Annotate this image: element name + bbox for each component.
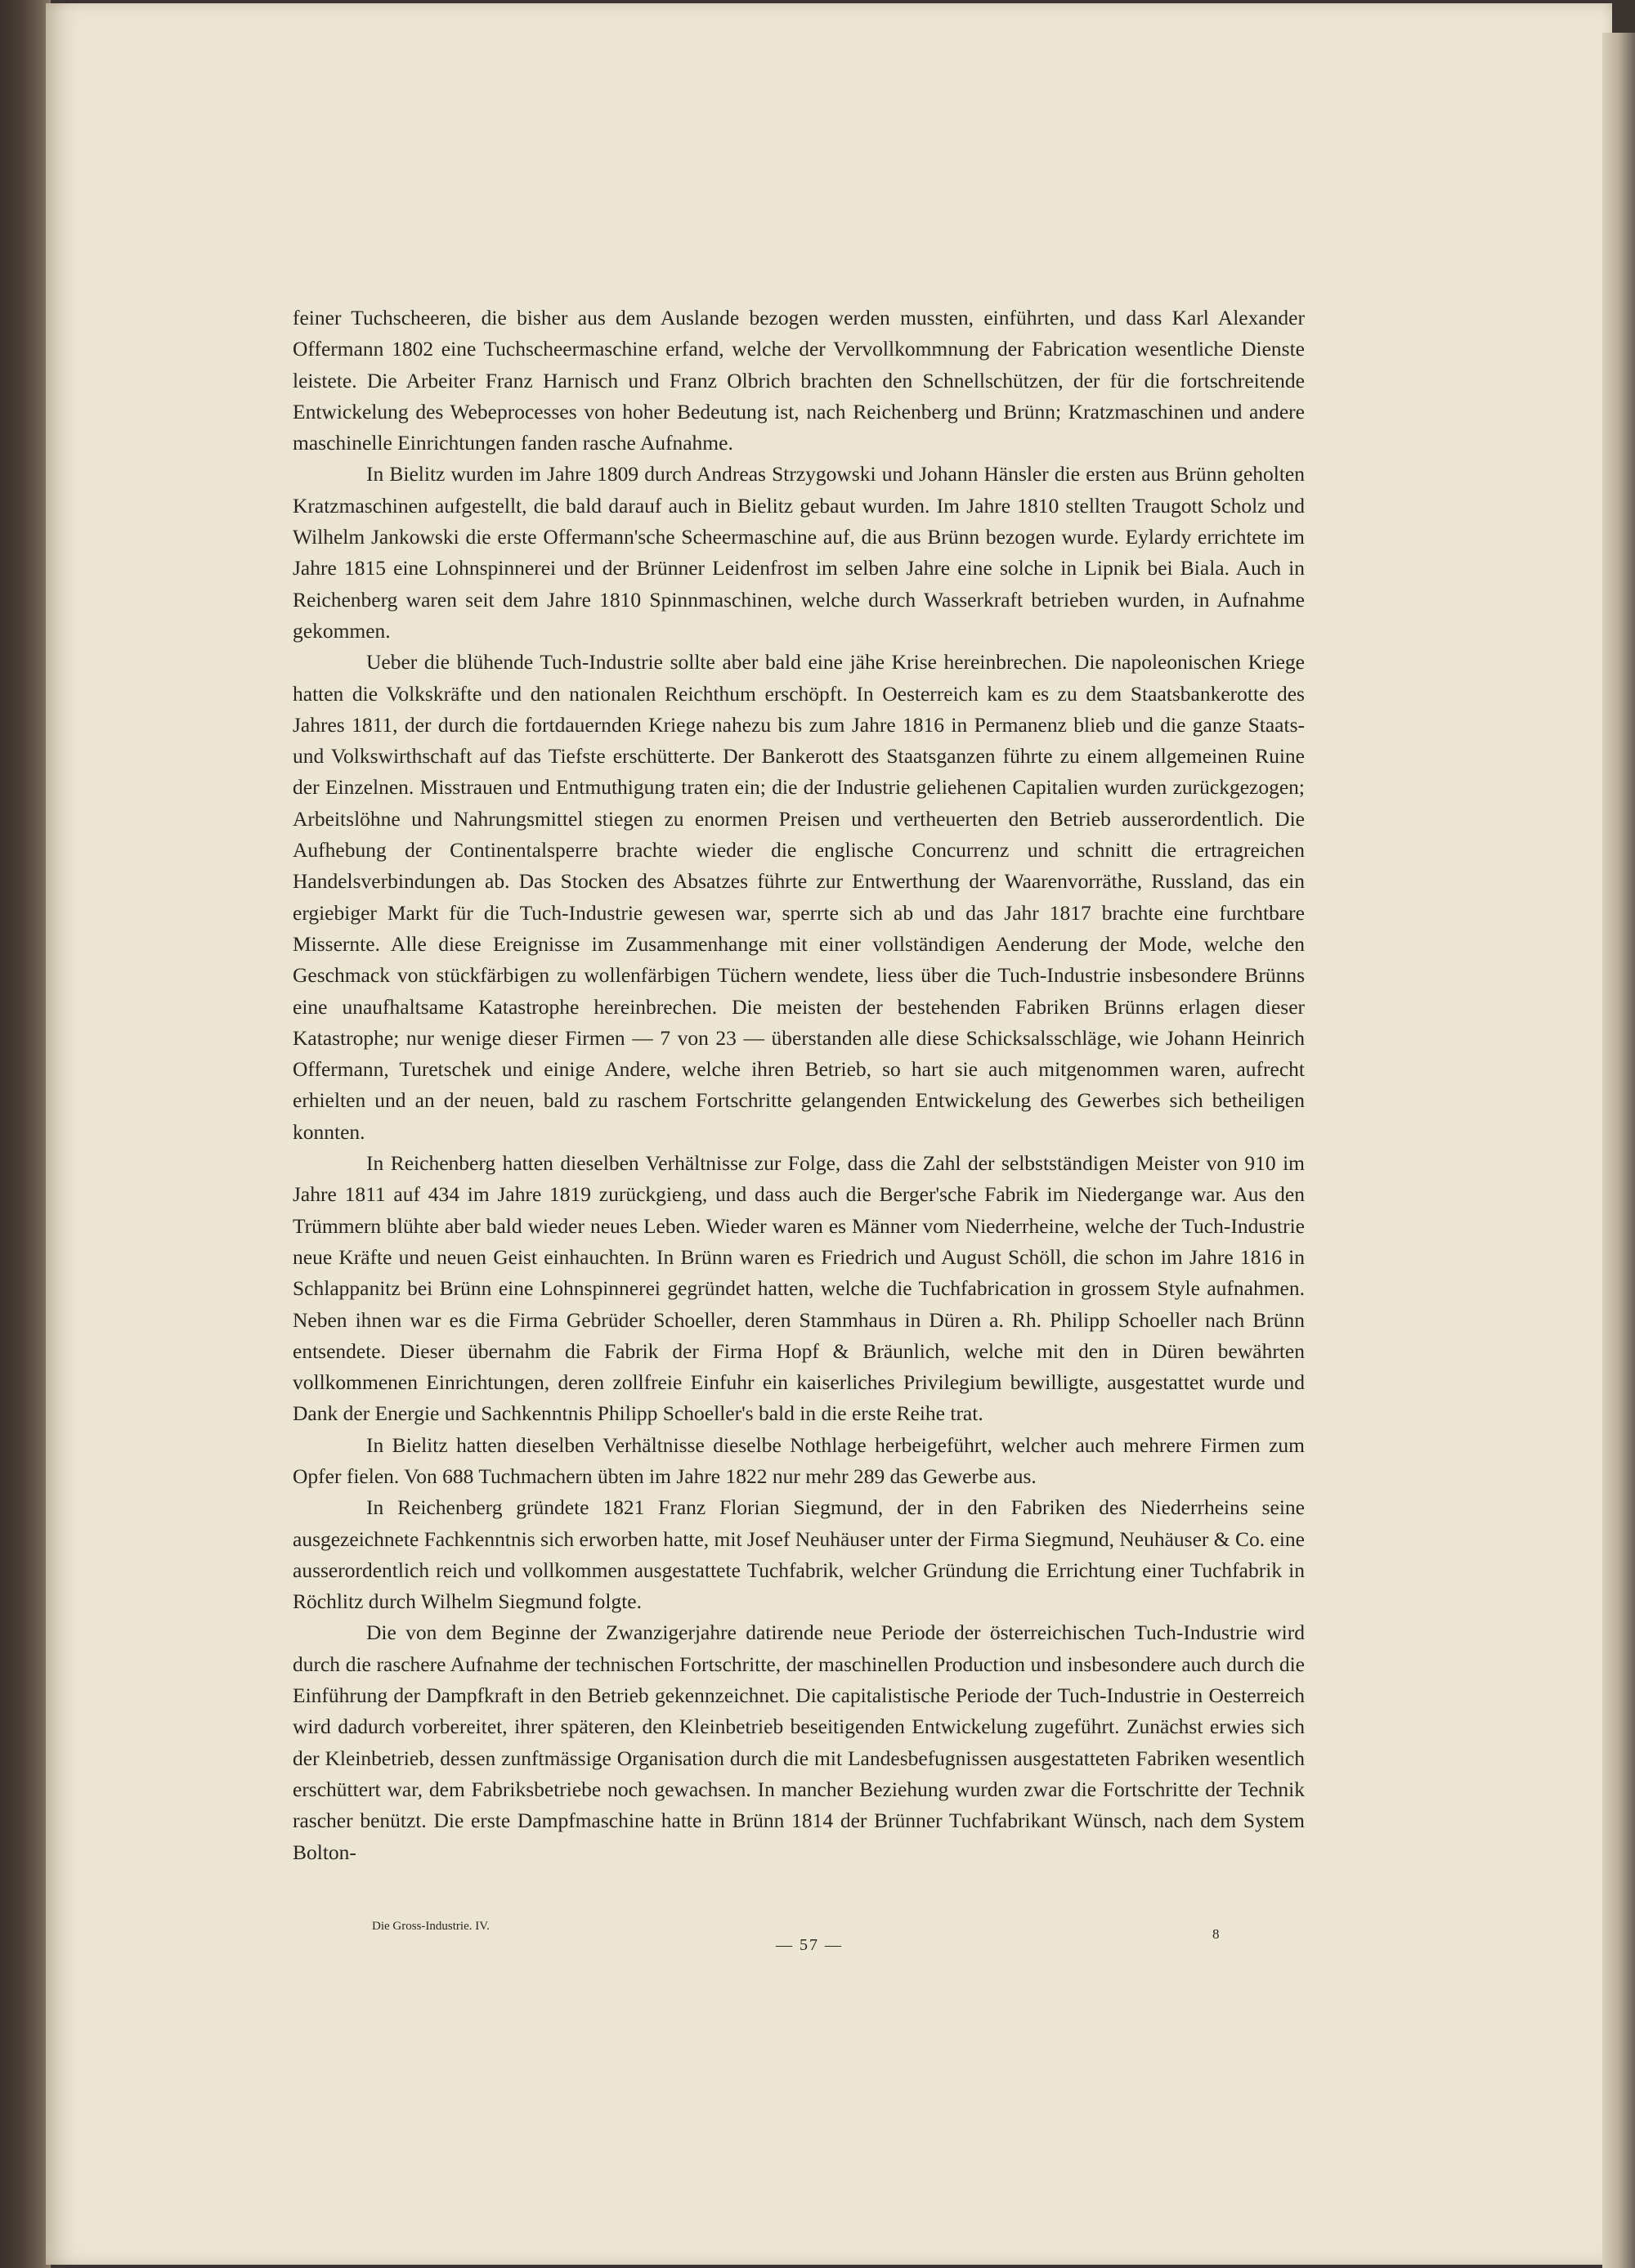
paragraph: In Bielitz wurden im Jahre 1809 durch Andreas Strzygowski und Johann Hänsler die ersten aus Brünn geholten Kratzmaschinen aufgestellt, die bald darauf auch in Bielitz gebaut wurden. Im Jahre 1810 stellten Traugott Scholz und Wilhelm Jankowski die erste Offermann'sche Scheermaschine auf, die aus Brünn bezogen wurde. Eylardy errichtete im Jahre 1815 eine Lohnspinnerei und der Brünner Leidenfrost im selben Jahre eine solche in Lipnik bei Biala. Auch in Reichenberg waren seit dem Jahre 1810 Spinnmaschinen, welche durch Wasserkraft betrieben wurden, in Aufnahme gekommen.	[293, 462, 1305, 643]
paragraph: In Reichenberg gründete 1821 Franz Florian Siegmund, der in den Fabriken des Niederrheins seine ausgezeichnete Fachkenntnis sich erworben hatte, mit Josef Neuhäuser unter der Firma Siegmund, Neuhäuser & Co. eine ausserordentlich reich und vollkommen ausgestattete Tuchfabrik, welcher Gründung die Errichtung einer Tuchfabrik in Röchlitz durch Wilhelm Siegmund folgte.	[293, 1495, 1305, 1614]
page-number: — 57 —	[776, 1936, 843, 1954]
paragraph: In Reichenberg hatten dieselben Verhältnisse zur Folge, dass die Zahl der selbstständigen Meister von 910 im Jahre 1811 auf 434 im Jahre 1819 zurückgieng, und dass auch die Berger'sche Fabrik im Niedergange war. Aus den Trümmern blühte aber bald wieder neues Leben. Wieder waren es Männer vom Niederrheine, welche der Tuch-Industrie neue Kräfte und neuen Geist einhauchten. In Brünn waren es Friedrich und August Schöll, die schon im Jahre 1816 in Schlappanitz bei Brünn eine Lohnspinnerei gegründet hatten, welche die Tuchfabrication in grossem Style aufnahmen. Neben ihnen war es die Firma Gebrüder Schoeller, deren Stammhaus in Düren a. Rh. Philipp Schoeller nach Brünn entsendete. Dieser übernahm die Fabrik der Firma Hopf & Bräunlich, welche mit den in Düren bewährten vollkommenen Einrichtungen, deren zollfreie Einfuhr ein kaiserliches Privilegium bewilligte, ausgestattet wurde und Dank der Energie und Sachkenntnis Philipp Schoeller's bald in die erste Reihe trat.	[293, 1151, 1305, 1426]
paragraph: feiner Tuchscheeren, die bisher aus dem Auslande bezogen werden mussten, einführten, und dass Karl Alexander Offermann 1802 eine Tuchscheermaschine erfand, welche der Vervollkommnung der Fabrication wesentliche Dienste leistete. Die Arbeiter Franz Harnisch und Franz Olbrich brachten den Schnellschützen, der für die fortschreitende Entwickelung des Webeprocesses von hoher Bedeutung ist, nach Reichenberg und Brünn; Kratzmaschinen und andere maschinelle Einrichtungen fanden rasche Aufnahme.	[293, 306, 1305, 455]
paragraph: In Bielitz hatten dieselben Verhältnisse dieselbe Nothlage herbeigeführt, welcher auch mehrere Firmen zum Opfer fielen. Von 688 Tuchmachern übten im Jahre 1822 nur mehr 289 das Gewerbe aus.	[293, 1432, 1305, 1488]
paragraph: Die von dem Beginne der Zwanzigerjahre datirende neue Periode der österreichischen Tuch-Industrie wird durch die raschere Aufnahme der technischen Fortschritte, der maschinellen Production und insbesondere auch durch die Einführung der Dampfkraft in den Betrieb gekennzeichnet. Die capitalistische Periode der Tuch-Industrie in Oesterreich wird dadurch vorbereitet, ihrer späteren, den Kleinbetrieb beseitigenden Entwickelung zugeführt. Zunächst erwies sich der Kleinbetrieb, dessen zunftmässige Organisation durch die mit Landesbefugnissen ausgestatteten Fabriken wesentlich erschüttert war, dem Fabriksbetriebe noch gewachsen. In mancher Beziehung wurden zwar die Fortschritte der Technik rascher benützt. Die erste Dampfmaschine hatte in Brünn 1814 der Brünner Tuchfabrikant Wünsch, nach dem System Bolton-	[293, 1620, 1305, 1864]
book-spine	[0, 0, 51, 2268]
signature-mark: 8	[1212, 1926, 1220, 1942]
body-text	[293, 303, 1305, 1868]
running-title: Die Gross-Industrie. IV.	[372, 1920, 490, 1933]
page-edge	[1602, 33, 1635, 2268]
paragraph: Ueber die blühende Tuch-Industrie sollte aber bald eine jähe Krise hereinbrechen. Die napoleonischen Kriege hatten die Volkskräfte und den nationalen Reichthum erschöpft. In Oesterreich kam es zu dem Staatsbankerotte des Jahres 1811, der durch die fortdauernden Kriege nahezu bis zum Jahre 1816 in Permanenz blieb und die ganze Staats- und Volkswirthschaft auf das Tiefste erschütterte. Der Bankerott des Staatsganzen führte zu einem allgemeinen Ruine der Einzelnen. Misstrauen und Entmuthigung traten ein; die der Industrie geliehenen Capitalien wurden zurückgezogen; Arbeitslöhne und Nahrungsmittel stiegen zu enormen Preisen und vertheuerten den Betrieb ausserordentlich. Die Aufhebung der Continentalsperre brachte wieder die englische Concurrenz und schnitt die ertragreichen Handelsverbindungen ab. Das Stocken des Absatzes führte zur Entwerthung der Waarenvorräthe, Russland, das ein ergiebiger Markt für die Tuch-Industrie gewesen war, sperrte sich ab und das Jahr 1817 brachte eine furchtbare Missernte. Alle diese Ereignisse im Zusammenhange mit einer vollständigen Aenderung der Mode, welche den Geschmack von stückfärbigen zu wollenfärbigen Tüchern wendete, liess über die Tuch-Industrie insbesondere Brünns eine unaufhaltsame Katastrophe hereinbrechen. Die meisten der bestehenden Fabriken Brünns erlagen dieser Katastrophe; nur wenige dieser Firmen — 7 von 23 — überstanden alle diese Schicksalsschläge, wie Johann Heinrich Offermann, Turetschek und einige Andere, welche ihren Betrieb, so hart sie auch mitgenommen waren, aufrecht erhielten und an der neuen, bald zu raschem Fortschritte gelangenden Entwickelung des Gewerbes sich betheiligen konnten.	[293, 650, 1305, 1144]
